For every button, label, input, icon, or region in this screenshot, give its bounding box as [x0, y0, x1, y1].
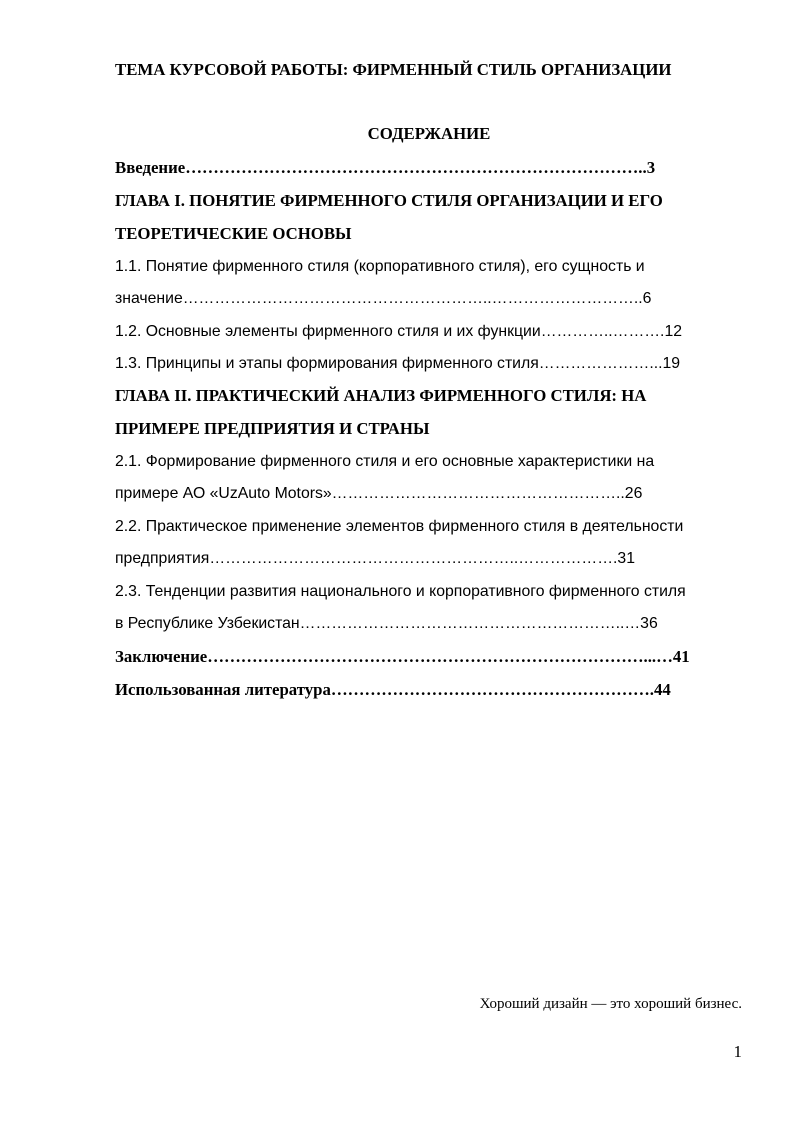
coursework-topic: ТЕМА КУРСОВОЙ РАБОТЫ: ФИРМЕННЫЙ СТИЛЬ ОРГАНИЗАЦИИ [115, 60, 672, 79]
toc-introduction: Введение………………………………………………………………………..3 [115, 158, 656, 177]
toc-chapter-1-title: ГЛАВА I. ПОНЯТИЕ ФИРМЕННОГО СТИЛЯ ОРГАНИЗАЦИИ И ЕГО [115, 191, 663, 210]
toc-section-2-1: 2.1. Формирование фирменного стиля и его основные характеристики на [115, 453, 655, 470]
toc-section-2-2-cont: предприятия…………………………………………………..……………….31 [115, 550, 635, 567]
toc-section-2-3: 2.3. Тенденции развития национального и корпоративного фирменного стиля [115, 583, 686, 600]
toc-chapter-2-title: ГЛАВА II. ПРАКТИЧЕСКИЙ АНАЛИЗ ФИРМЕННОГО СТИЛЯ: НА [115, 386, 647, 405]
page-number: 1 [733, 1042, 742, 1061]
toc-references: Использованная литература………………………………………………….44 [115, 680, 671, 699]
toc-section-2-1-cont: примере АО «UzAuto Motors»………………………………………………..26 [115, 485, 643, 502]
toc-section-1-2: 1.2. Основные элементы фирменного стиля и их функции…………..……….12 [115, 323, 683, 340]
toc-chapter-2-title-cont: ПРИМЕРЕ ПРЕДПРИЯТИЯ И СТРАНЫ [115, 419, 430, 438]
toc-section-1-3: 1.3. Принципы и этапы формирования фирменного стиля…………………...19 [115, 355, 681, 372]
toc-section-2-2: 2.2. Практическое применение элементов фирменного стиля в деятельности [115, 518, 684, 535]
toc-section-2-3-cont: в Республике Узбекистан……………………………………………………..…36 [115, 615, 658, 632]
epigraph: Хороший дизайн — это хороший бизнес. [479, 996, 742, 1012]
toc-conclusion: Заключение……………………………………………………………………...…41 [115, 647, 690, 666]
contents-heading: СОДЕРЖАНИЕ [367, 124, 491, 143]
toc-section-1-1: 1.1. Понятие фирменного стиля (корпоративного стиля), его сущность и [115, 258, 645, 275]
toc-section-1-1-cont: значение…………………………………………………..………………………..6 [115, 290, 652, 307]
toc-chapter-1-title-cont: ТЕОРЕТИЧЕСКИЕ ОСНОВЫ [115, 224, 352, 243]
